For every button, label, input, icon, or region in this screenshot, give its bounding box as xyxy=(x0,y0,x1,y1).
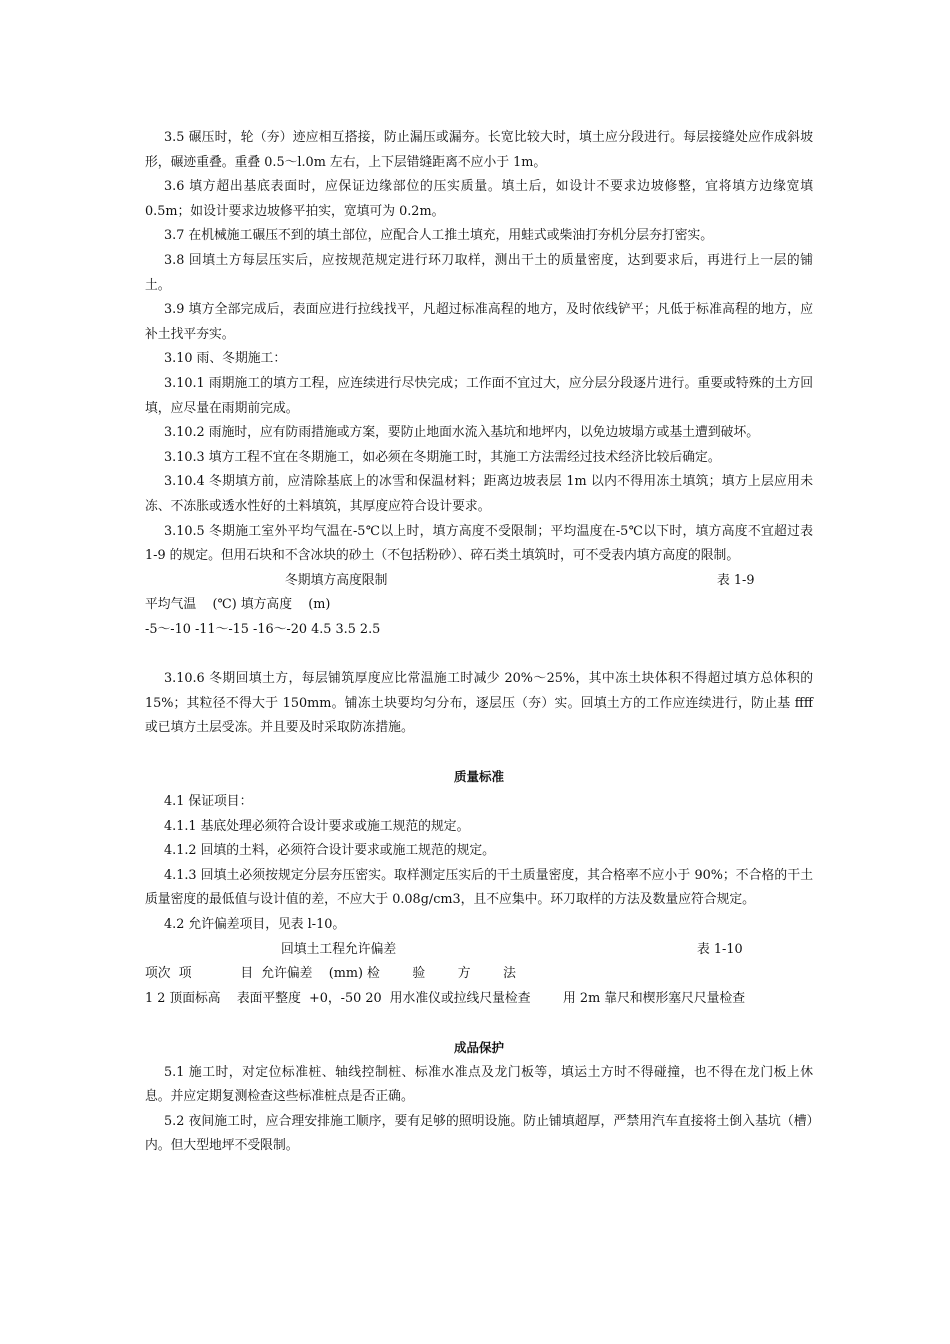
table-1-9-caption xyxy=(145,569,813,594)
clause-3-10: 3.10 雨、冬期施工： xyxy=(164,351,287,367)
clause-3-10-3: 3.10.3 填方工程不宜在冬期施工，如必须在冬期施工时，其施工方法需经过技术经济比较后确定。 xyxy=(164,449,721,465)
table-1-10-header: 项次 项 目 允许偏差 (mm) 检 验 方 法 xyxy=(145,966,516,982)
clause-3-10-5: 3.10.5 冬期施工室外平均气温在-5℃以上时，填方高度不受限制；平均温度在-5℃以下时，填方高度不宜超过表 1-9 的规定。但用石块和不含冰块的砂土（不包括粉砂）、碎石类土填筑时，可不受表内填方高度的限制。 xyxy=(145,523,813,564)
spacer xyxy=(145,642,813,667)
section-heading-protection: 成品保护 xyxy=(453,1039,504,1055)
clause-4-1-3: 4.1.3 回填土必须按规定分层夯压密实。取样测定压实后的干土质量密度，其合格率不应小于 90%；不合格的干土质量密度的最低值与设计值的差，不应大于 0.08g/cm3，且不应集中。环刀取样的方法及数量应符合规定。 xyxy=(145,867,813,908)
table-1-10-caption xyxy=(145,938,813,963)
table-1-10-title: 回填土工程允许偏差 xyxy=(281,941,397,957)
clause-5-1: 5.1 施工时，对定位标准桩、轴线控制桩、标准水准点及龙门板等，填运土方时不得碰撞，也不得在龙门板上休息。并应定期复测检查这些标准桩点是否正确。 xyxy=(145,1064,813,1105)
table-1-9-title: 冬期填方高度限制 xyxy=(285,572,388,588)
table-1-9-header: 平均气温 (℃) 填方高度 (m) xyxy=(145,597,331,613)
table-1-9-row: -5～-10 -11～-15 -16～-20 4.5 3.5 2.5 xyxy=(145,621,381,637)
clause-3-10-2: 3.10.2 雨施时，应有防雨措施或方案，要防止地面水流入基坑和地坪内，以免边坡塌方或基土遭到破坏。 xyxy=(164,425,760,441)
clause-3-10-6: 3.10.6 冬期回填土方，每层铺筑厚度应比常温施工时减少 20%～25%，其中冻土块体积不得超过填方总体积的 15%；其粒径不得大于 150mm。铺冻土块要均匀分布，逐层压（夯）实。回填土方的工作应连续进行，防止基 ffff 或已填方土层受冻。并且要及时采取防冻措施。 xyxy=(145,671,813,736)
clause-3-10-1: 3.10.1 雨期施工的填方工程，应连续进行尽快完成；工作面不宜过大，应分层分段逐片进行。重要或特殊的土方回填，应尽量在雨期前完成。 xyxy=(145,375,813,416)
clause-3-5: 3.5 碾压时，轮（夯）迹应相互搭接，防止漏压或漏夯。长宽比较大时，填土应分段进行。每层接缝处应作成斜坡形，碾迹重叠。重叠 0.5～l.0m 左右，上下层错缝距离不应小于 1m。 xyxy=(145,130,813,170)
spacer xyxy=(145,1011,813,1036)
clause-3-6: 3.6 填方超出基底表面时，应保证边缘部位的压实质量。填土后，如设计不要求边坡修整，宜将填方边缘宽填 0.5m；如设计要求边坡修平拍实，宽填可为 0.2m。 xyxy=(145,179,813,219)
section-heading-quality: 质量标准 xyxy=(453,769,504,785)
clause-3-9: 3.9 填方全部完成后，表面应进行拉线找平，凡超过标准高程的地方，及时依线铲平；凡低于标准高程的地方，应补土找平夯实。 xyxy=(145,302,813,342)
table-1-10-number: 表 1-10 xyxy=(697,941,743,957)
clause-3-7: 3.7 在机械施工碾压不到的填土部位，应配合人工推土填充，用蛙式或柴油打夯机分层夯打密实。 xyxy=(164,228,714,244)
clause-4-1: 4.1 保证项目： xyxy=(164,794,253,810)
clause-4-2: 4.2 允许偏差项目，见表 l-10。 xyxy=(164,917,346,932)
clause-4-1-1: 4.1.1 基底处理必须符合设计要求或施工规范的规定。 xyxy=(164,818,470,834)
table-1-9-number: 表 1-9 xyxy=(717,572,755,588)
table-1-10-row: 1 2 顶面标高 表面平整度 +0，-50 20 用水准仪或拉线尺量检查 用 2m 靠尺和楔形塞尺尺量检查 xyxy=(145,990,746,1006)
spacer xyxy=(145,741,813,766)
clause-3-8: 3.8 回填土方每层压实后，应按规范规定进行环刀取样，测出干土的质量密度，达到要求后，再进行上一层的铺土。 xyxy=(145,252,813,293)
clause-3-10-4: 3.10.4 冬期填方前，应清除基底上的冰雪和保温材料；距离边坡表层 1m 以内不得用冻土填筑；填方上层应用未冻、不冻胀或透水性好的土料填筑，其厚度应符合设计要求。 xyxy=(145,474,813,514)
document-page xyxy=(145,126,813,1159)
clause-4-1-2: 4.1.2 回填的土料，必须符合设计要求或施工规范的规定。 xyxy=(164,843,495,859)
clause-5-2: 5.2 夜间施工时，应合理安排施工顺序，要有足够的照明设施。防止铺填超厚，严禁用汽车直接将土倒入基坑（槽）内。但大型地坪不受限制。 xyxy=(145,1113,813,1154)
